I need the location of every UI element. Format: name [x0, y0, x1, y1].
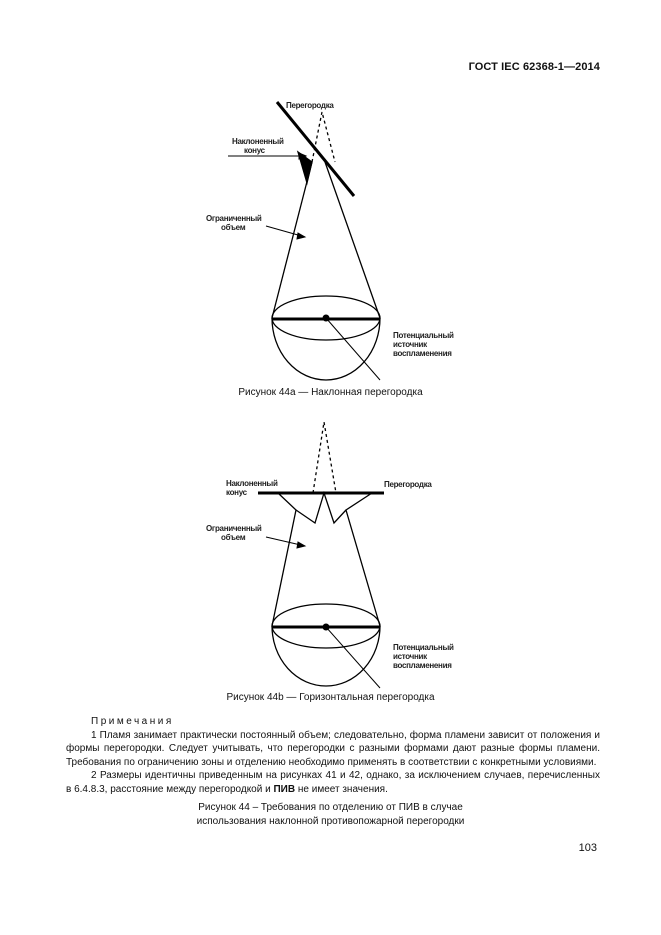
note-1: 1 Пламя занимает практически постоянный объем; следовательно, форма пламени зависит от положения и формы перегородки. Следует учитывать, что перегородки с разными формами дают разные формы пламени. Требования по ограничению зоны и отделению необходимо применять в соответствии с конкретными условиями.	[66, 729, 600, 768]
fig-a-ignition-line2: источник	[393, 340, 427, 349]
fig-b-ignition-label	[393, 643, 454, 670]
fig-a-inclined-cone-line1: Наклоненный	[232, 137, 284, 146]
fig-b-inclined-cone-line2: конус	[226, 488, 247, 497]
hemisphere-b	[272, 626, 380, 686]
standard-header: ГОСТ IEC 62368-1—2014	[468, 61, 600, 73]
fig-b-partition-label: Перегородка	[384, 480, 432, 489]
fig-b-ignition-line3: воспламенения	[393, 661, 452, 670]
fig-a-ignition-line1: Потенциальный	[393, 331, 454, 340]
note-2-text-b: не имеет значения.	[295, 783, 388, 795]
fig-b-inclined-cone-label	[226, 479, 278, 497]
cone-left-side-b	[272, 493, 296, 626]
figure-44a-caption: Рисунок 44a — Наклонная перегородка	[238, 387, 423, 398]
fig-a-bounded-volume-line1: Ограниченный	[206, 214, 262, 223]
inclined-cone-shape-b	[296, 493, 346, 523]
figure-44b-caption: Рисунок 44b — Горизонтальная перегородка	[226, 692, 435, 703]
note-2-bold: ПИВ	[273, 783, 296, 795]
fig-b-bounded-volume-line1: Ограниченный	[206, 524, 262, 533]
figure-44-caption-line2: использования наклонной противопожарной перегородки	[196, 816, 465, 827]
fig-b-ignition-line2: источник	[393, 652, 427, 661]
notes-block	[66, 715, 600, 797]
fig-b-inclined-cone-line1: Наклоненный	[226, 479, 278, 488]
figure-44-caption-line1: Рисунок 44 – Требования по отделению от ПИВ в случае	[198, 802, 463, 813]
fig-b-bounded-volume-label	[206, 524, 262, 542]
figure-44-caption	[0, 801, 661, 829]
fig-b-bounded-volume-line2: объем	[221, 533, 246, 542]
notes-heading: Примечания	[91, 716, 174, 727]
note-2	[66, 769, 600, 796]
fig-a-partition-label: Перегородка	[286, 101, 334, 110]
fig-a-ignition-line3: воспламенения	[393, 349, 452, 358]
page-number: 103	[578, 842, 597, 854]
flame-tip-dashed-b	[313, 422, 336, 493]
fig-a-bounded-volume-line2: объем	[221, 223, 246, 232]
fig-a-inclined-cone-line2: конус	[244, 146, 265, 155]
fig-b-ignition-line1: Потенциальный	[393, 643, 454, 652]
note-2-text-a: 2 Размеры идентичны приведенным на рисунках 41 и 42, однако, за исключением случаев, перечисленных в 6.4.8.3, расстояние между перегородкой и	[66, 770, 600, 795]
